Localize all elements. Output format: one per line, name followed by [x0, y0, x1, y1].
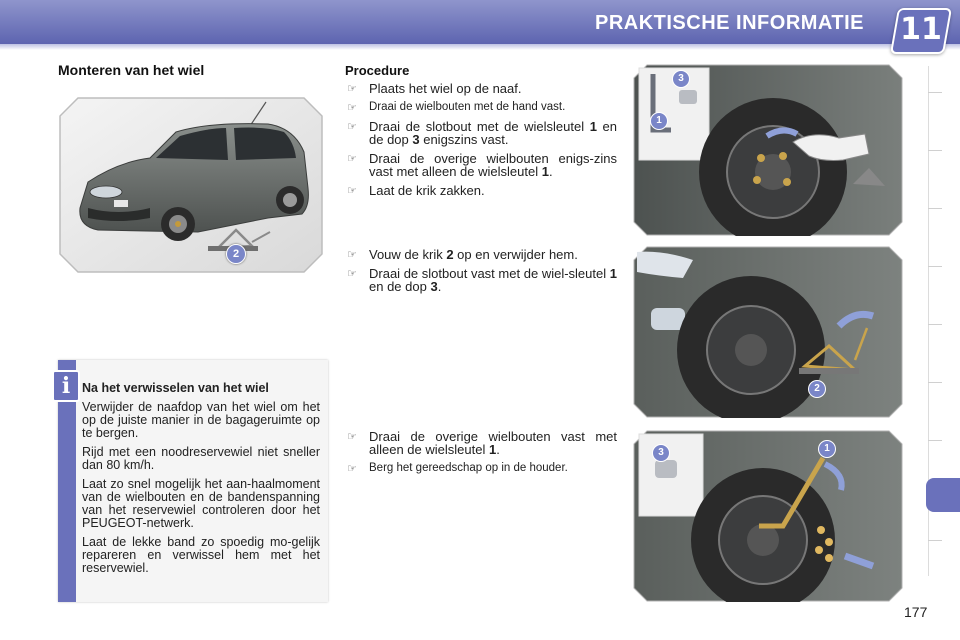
chapter-tab-divider — [928, 150, 942, 151]
chapter-title: PRAKTISCHE INFORMATIE — [594, 12, 864, 34]
pointer-hand-icon: ☞ — [347, 267, 357, 280]
wheel-bolts-hand-tighten-illustration — [633, 64, 903, 236]
pointer-hand-icon: ☞ — [347, 152, 357, 165]
pointer-hand-icon: ☞ — [347, 82, 357, 95]
procedure-steps-group-3 — [345, 430, 617, 481]
chapter-tab-divider — [928, 382, 942, 383]
procedure-step: ☞ Draai de overige wielbouten vast met alleen de wielsleutel 1. — [347, 429, 617, 457]
pointer-hand-icon: ☞ — [347, 462, 357, 475]
pointer-hand-icon: ☞ — [347, 430, 357, 443]
jack-fold-illustration — [633, 246, 903, 418]
procedure-step: ☞ Draai de wielbouten met de hand vast. — [347, 101, 566, 114]
procedure-step: ☞ Vouw de krik 2 op en verwijder hem. — [347, 247, 578, 262]
chapter-tab-divider — [928, 540, 942, 541]
chapter-tab-divider — [928, 266, 942, 267]
car-on-jack-illustration — [58, 96, 324, 274]
procedure-step: ☞ Draai de slotbout met de wielsleutel 1 en de dop 3 enigszins vast. — [347, 119, 617, 147]
procedure-step: ☞ Draai de slotbout vast met de wiel-sleutel 1 en de dop 3. — [347, 266, 617, 294]
callout-3-badge: 3 — [672, 70, 690, 88]
chapter-tab-active[interactable] — [926, 478, 960, 512]
page-number: 177 — [904, 604, 928, 620]
pointer-hand-icon: ☞ — [347, 248, 357, 261]
callout-1-badge-tighten: 1 — [818, 440, 836, 458]
procedure-step: ☞ Laat de krik zakken. — [347, 183, 485, 198]
callout-2-badge-jack: 2 — [808, 380, 826, 398]
chapter-tab-divider — [928, 92, 942, 93]
info-paragraph: Rijd met een noodreservewiel niet sneller dan 80 km/h. — [82, 445, 320, 472]
wheel-bolts-tighten-illustration — [633, 430, 903, 602]
pointer-hand-icon: ☞ — [347, 101, 357, 114]
callout-2-badge: 2 — [226, 244, 246, 264]
pointer-hand-icon: ☞ — [347, 184, 357, 197]
info-paragraph: Verwijder de naafdop van het wiel om het op de juiste manier in de bagageruimte op te bergen. — [82, 400, 320, 440]
procedure-heading: Procedure — [345, 63, 410, 78]
chapter-tab-divider — [928, 324, 942, 325]
header-shadow — [0, 44, 960, 50]
chapter-number: 11 — [900, 12, 942, 47]
callout-3-badge-tighten: 3 — [652, 444, 670, 462]
procedure-steps-group-2 — [345, 248, 617, 299]
procedure-step: ☞ Berg het gereedschap op in de houder. — [347, 462, 568, 475]
procedure-steps-group-1 — [345, 82, 617, 203]
info-paragraph: Laat de lekke band zo spoedig mo-gelijk repareren en verwissel hem met het reservewiel. — [82, 535, 320, 575]
section-title: Monteren van het wiel — [58, 62, 205, 78]
pointer-hand-icon: ☞ — [347, 120, 357, 133]
info-icon: i — [52, 370, 80, 402]
procedure-step: ☞ Plaats het wiel op de naaf. — [347, 81, 522, 96]
callout-1-badge: 1 — [650, 112, 668, 130]
procedure-step: ☞ Draai de overige wielbouten enigs-zins vast met alleen de wielsleutel 1. — [347, 151, 617, 179]
chapter-tab-divider — [928, 208, 942, 209]
info-box-title: Na het verwisselen van het wiel — [82, 381, 269, 395]
chapter-tab-divider — [928, 440, 942, 441]
info-paragraph: Laat zo snel mogelijk het aan-haalmoment van de wielbouten en de bandenspanning van het reservewiel controleren door het PEUGEOT-netwerk. — [82, 477, 320, 530]
info-box-content — [82, 382, 320, 581]
